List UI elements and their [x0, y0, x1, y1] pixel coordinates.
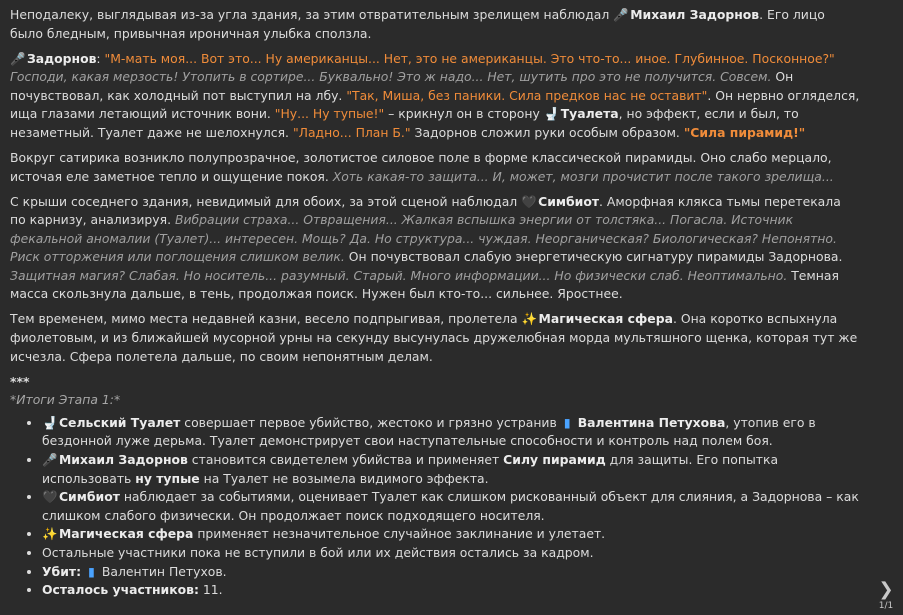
page-indicator: 1/1: [878, 601, 894, 611]
text: применяет незначительное случайное заклинание и улетает.: [193, 526, 606, 542]
list-item: [42, 488, 860, 525]
list-item: [42, 563, 860, 582]
microphone-icon: 🎤: [613, 7, 629, 22]
chevron-right-icon[interactable]: ❯: [878, 579, 894, 600]
character-name: Михаил Задорнов: [630, 7, 760, 22]
paragraph-pyramid: [10, 149, 860, 186]
character-name: Михаил Задорнов: [58, 452, 188, 468]
message-body: [10, 6, 860, 600]
text: :: [96, 50, 105, 66]
text: на Туалет не возымела видимого эффекта.: [199, 470, 489, 486]
text: Темная масса скользнула дальше, в тень, продолжая поиск. Нужен был кто-то... сильнее. Яростнее.: [10, 267, 839, 302]
inner-thought: Вибрации страха... Отвращения... Жалкая вспышка энергии от толстяка... Погасла. Источник фекальной аномалии (Туалет)... интересен. Мощь? Да. Но структура... чуждая. Неорганическая? Биологическая? Непонятно. Риск отторжения или поглощения слишком велик.: [10, 212, 837, 265]
microphone-icon: 🎤: [10, 50, 26, 66]
text: . Аморфная клякса тьмы перетекала по карнизу, анализируя.: [10, 193, 841, 228]
paragraph-zadornov-watching: [10, 6, 860, 43]
text: Задорнов сложил руки особым образом.: [410, 124, 684, 140]
text: С крыши соседнего здания, невидимый для обоих, за этой сценой наблюдал: [10, 193, 522, 209]
dialogue: "Ну... Ну тупые!": [274, 106, 385, 122]
text: Он почувствовал слабую энергетическую сигнатуру пирамиды Задорнова.: [344, 249, 843, 265]
text: для защиты. Его попытка использовать: [42, 452, 779, 486]
character-name: Магическая сфера: [538, 311, 673, 327]
list-item: [42, 581, 860, 600]
character-name: Валентина Петухова: [577, 414, 726, 430]
inner-thought: Господи, какая мерзость! Утопить в сортире... Буквально! Это ж надо... Нет, шутить про это не получится. Совсем.: [10, 69, 772, 85]
list-item: [42, 451, 860, 488]
text: совершает первое убийство, жестоко и грязно устранив: [180, 414, 561, 430]
text: становится свидетелем убийства и применяет: [187, 452, 504, 468]
character-name: Задорнов: [26, 50, 97, 66]
black-heart-icon: 🖤: [521, 193, 537, 209]
black-heart-icon: 🖤: [42, 489, 58, 505]
dialogue: "Так, Миша, без паники. Сила предков нас не оставит": [346, 87, 708, 103]
text: Неподалеку, выглядывая из-за угла здания, за этим отвратительным зрелищем наблюдал: [10, 7, 614, 22]
text: . Она коротко вспыхнула фиолетовым, и из ближайшей мусорной урны на секунду высунулась дружелюбная морда мультяшного щенка, которая тут же исчезла. Сфера полетела дальше, по своим непонятным делам.: [10, 311, 858, 364]
text: Валентин Петухов.: [97, 563, 227, 579]
dialogue: "Ладно... План Б.": [292, 124, 411, 140]
paragraph-zadornov-reaction: [10, 50, 860, 143]
summary-list: [10, 414, 860, 600]
inner-thought: Хоть какая-то защита... И, может, мозги прочистит после такого зрелища...: [328, 168, 834, 184]
list-item: [42, 544, 860, 563]
sparkles-icon: ✨: [521, 311, 537, 327]
text: . Он нервно огляделся, ища глазами летающий источник вони.: [10, 87, 860, 122]
summary-title-text: Итоги Этапа 1:: [16, 392, 114, 408]
blue-bar-icon: ▮: [563, 414, 571, 430]
list-item: [42, 525, 860, 544]
text: , но эффект, если и был, то незаметный. Туалет даже не шелохнулся.: [10, 106, 799, 140]
text: . Его лицо было бледным, привычная ироничная улыбка сползла.: [10, 7, 825, 41]
remaining-label: Осталось участников:: [42, 582, 199, 598]
text: Он почувствовал, как холодный пот выступил на лбу.: [10, 69, 794, 103]
dialogue: "Сила пирамид!": [683, 124, 806, 140]
text: , утопив его в бездонной луже дерьма. Туалет демонстрирует свои наступательные способности и контроль над полем боя.: [42, 414, 816, 449]
remaining-count: 11.: [198, 582, 223, 598]
ability-name: Силу пирамид: [503, 452, 606, 468]
sparkles-icon: ✨: [42, 526, 58, 542]
ability-name: ну тупые: [135, 470, 200, 486]
text: Вокруг сатирика возникло полупрозрачное, золотистое силовое поле в форме классической пирамиды. Оно слабо мерцало, источая еле заметное тепло и ощущение покоя.: [10, 149, 832, 184]
list-item: [42, 414, 860, 451]
character-name: Туалета: [560, 106, 619, 122]
blue-bar-icon: ▮: [88, 563, 95, 579]
paragraph-symbiote: [10, 193, 860, 305]
toilet-icon: 🚽: [543, 106, 560, 122]
text: наблюдает за событиями, оценивает Туалет как слишком рискованный объект для слияния, а Задорнова – как слишком слабого физически. Он продолжает поиск подходящего носителя.: [42, 489, 859, 523]
character-name: Сельский Туалет: [58, 414, 181, 430]
section-separator: ***: [10, 373, 30, 389]
toilet-icon: 🚽: [42, 414, 58, 430]
pagination: [875, 581, 897, 611]
text: Остальные участники пока не вступили в бой или их действия остались за кадром.: [42, 544, 594, 560]
killed-label: Убит:: [42, 563, 82, 579]
character-name: Симбиот: [538, 193, 600, 209]
dialogue: "М-мать моя... Вот это... Ну американцы... Нет, это не американцы. Это что-то... иное. Глубинное. Посконное?": [104, 50, 835, 66]
inner-thought: Защитная магия? Слабая. Но носитель... разумный. Старый. Много информации... Но физически слаб. Неоптимально.: [10, 267, 788, 283]
character-name: Симбиот: [58, 489, 120, 505]
summary-title: *Итоги Этапа 1:*: [10, 392, 121, 408]
character-name: Магическая сфера: [58, 526, 194, 542]
text: – крикнул он в сторону: [384, 106, 544, 122]
text: Тем временем, мимо места недавней казни, весело подпрыгивая, пролетела: [10, 311, 522, 327]
microphone-icon: 🎤: [42, 452, 58, 468]
paragraph-magic-sphere: [10, 310, 860, 366]
